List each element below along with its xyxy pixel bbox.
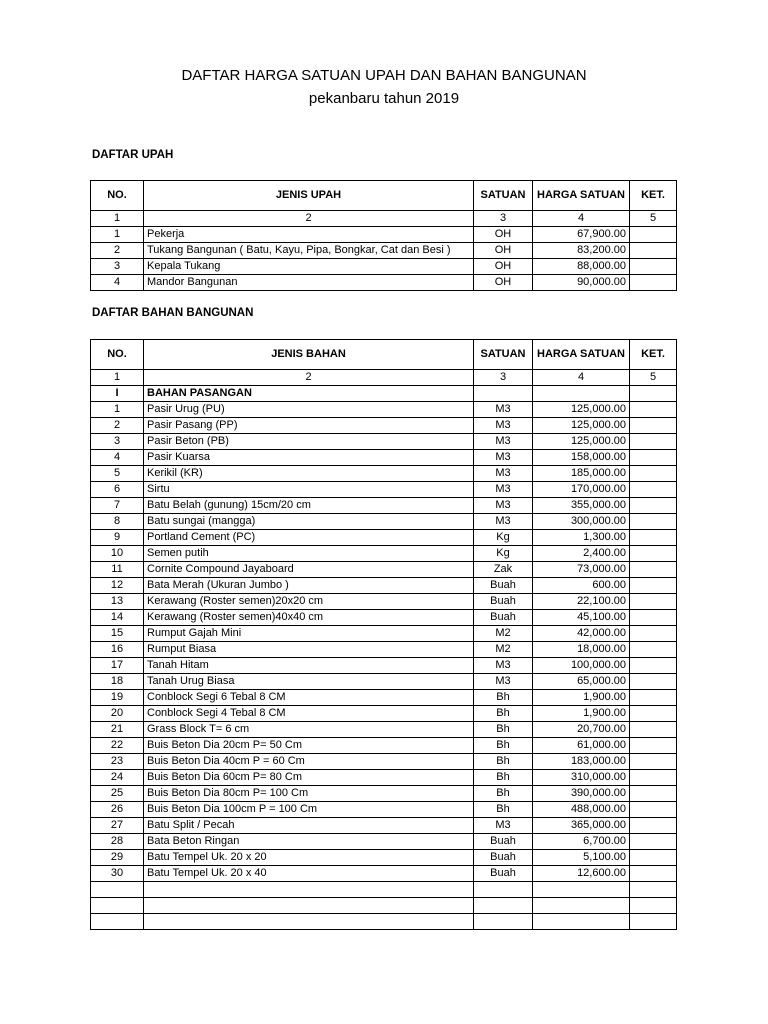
row-no: 7 <box>91 498 144 514</box>
row-harga: 5,100.00 <box>533 850 630 866</box>
row-satuan: Buah <box>474 610 533 626</box>
bahan-table-body <box>91 370 677 930</box>
row-ket <box>630 834 677 850</box>
row-harga: 300,000.00 <box>533 514 630 530</box>
row-jenis: Kepala Tukang <box>144 259 474 275</box>
row-ket <box>630 754 677 770</box>
row-harga: 1,900.00 <box>533 706 630 722</box>
row-no: 23 <box>91 754 144 770</box>
row-jenis: Tukang Bangunan ( Batu, Kayu, Pipa, Bongkar, Cat dan Besi ) <box>144 243 474 259</box>
row-harga: 365,000.00 <box>533 818 630 834</box>
row-jenis: Portland Cement (PC) <box>144 530 474 546</box>
col-header-no: NO. <box>91 181 144 211</box>
table-row <box>91 658 677 674</box>
row-ket <box>630 243 677 259</box>
table-row <box>91 690 677 706</box>
table-row <box>91 450 677 466</box>
row-no: 1 <box>91 402 144 418</box>
row-satuan: Bh <box>474 706 533 722</box>
row-ket <box>630 402 677 418</box>
row-harga <box>533 898 630 914</box>
row-jenis: Tanah Urug Biasa <box>144 674 474 690</box>
row-satuan: M3 <box>474 450 533 466</box>
row-no <box>91 882 144 898</box>
row-ket <box>630 866 677 882</box>
table-row <box>91 434 677 450</box>
row-ket <box>630 610 677 626</box>
row-jenis: Batu sungai (mangga) <box>144 514 474 530</box>
row-harga: 170,000.00 <box>533 482 630 498</box>
col-header-jenis: JENIS BAHAN <box>144 340 474 370</box>
row-ket <box>630 434 677 450</box>
table-row <box>91 514 677 530</box>
row-harga: 61,000.00 <box>533 738 630 754</box>
row-no: 30 <box>91 866 144 882</box>
index-cell: 2 <box>144 211 474 227</box>
col-header-satuan: SATUAN <box>474 181 533 211</box>
index-cell: 1 <box>91 211 144 227</box>
table-row <box>91 227 677 243</box>
table-row <box>91 626 677 642</box>
row-ket <box>630 706 677 722</box>
row-harga: 65,000.00 <box>533 674 630 690</box>
table-row <box>91 882 677 898</box>
row-satuan <box>474 898 533 914</box>
row-no: 16 <box>91 642 144 658</box>
row-harga: 600.00 <box>533 578 630 594</box>
group-row <box>91 386 677 402</box>
row-harga: 390,000.00 <box>533 786 630 802</box>
table-row <box>91 482 677 498</box>
row-no: 28 <box>91 834 144 850</box>
row-jenis: Batu Tempel Uk. 20 x 20 <box>144 850 474 866</box>
row-jenis: Semen putih <box>144 546 474 562</box>
row-ket <box>630 530 677 546</box>
table-row <box>91 402 677 418</box>
row-ket <box>630 259 677 275</box>
row-jenis: Conblock Segi 4 Tebal 8 CM <box>144 706 474 722</box>
row-harga: 45,100.00 <box>533 610 630 626</box>
row-ket <box>630 802 677 818</box>
row-no: 10 <box>91 546 144 562</box>
row-satuan: M3 <box>474 514 533 530</box>
row-satuan: M3 <box>474 482 533 498</box>
table-row <box>91 866 677 882</box>
row-harga: 83,200.00 <box>533 243 630 259</box>
row-no: 3 <box>91 434 144 450</box>
row-no: 5 <box>91 466 144 482</box>
col-header-ket: KET. <box>630 181 677 211</box>
row-satuan: Bh <box>474 802 533 818</box>
row-ket <box>630 674 677 690</box>
row-no: 2 <box>91 418 144 434</box>
row-satuan: M3 <box>474 818 533 834</box>
table-row <box>91 802 677 818</box>
row-jenis: Pasir Urug (PU) <box>144 402 474 418</box>
row-satuan: M3 <box>474 466 533 482</box>
row-jenis: Kerawang (Roster semen)40x40 cm <box>144 610 474 626</box>
row-satuan <box>474 914 533 930</box>
row-ket <box>630 818 677 834</box>
row-harga: 183,000.00 <box>533 754 630 770</box>
row-satuan: Zak <box>474 562 533 578</box>
row-jenis <box>144 898 474 914</box>
row-ket <box>630 418 677 434</box>
row-harga: 88,000.00 <box>533 259 630 275</box>
row-jenis: Buis Beton Dia 40cm P = 60 Cm <box>144 754 474 770</box>
bahan-section-title: DAFTAR BAHAN BANGUNAN <box>92 307 254 319</box>
table-row <box>91 418 677 434</box>
index-row <box>91 211 677 227</box>
row-harga: 42,000.00 <box>533 626 630 642</box>
row-harga: 20,700.00 <box>533 722 630 738</box>
row-satuan: Kg <box>474 546 533 562</box>
row-satuan <box>474 882 533 898</box>
index-cell: 5 <box>630 211 677 227</box>
row-jenis: Pasir Beton (PB) <box>144 434 474 450</box>
row-ket <box>630 562 677 578</box>
row-harga: 125,000.00 <box>533 418 630 434</box>
row-jenis: Bata Merah (Ukuran Jumbo ) <box>144 578 474 594</box>
table-row <box>91 546 677 562</box>
row-satuan: M3 <box>474 418 533 434</box>
index-cell: 2 <box>144 370 474 386</box>
group-number: I <box>91 386 144 402</box>
table-row <box>91 818 677 834</box>
index-cell: 3 <box>474 370 533 386</box>
row-no <box>91 898 144 914</box>
upah-table <box>90 180 677 291</box>
bahan-header-row <box>91 340 677 370</box>
row-satuan: OH <box>474 275 533 291</box>
row-satuan: OH <box>474 259 533 275</box>
table-row <box>91 275 677 291</box>
upah-table-body <box>91 211 677 291</box>
row-satuan: Buah <box>474 834 533 850</box>
row-jenis: Mandor Bangunan <box>144 275 474 291</box>
row-harga: 125,000.00 <box>533 434 630 450</box>
row-ket <box>630 514 677 530</box>
row-satuan: Bh <box>474 770 533 786</box>
row-jenis: Pasir Pasang (PP) <box>144 418 474 434</box>
index-cell: 3 <box>474 211 533 227</box>
row-no: 14 <box>91 610 144 626</box>
row-no: 18 <box>91 674 144 690</box>
row-jenis: Batu Split / Pecah <box>144 818 474 834</box>
row-ket <box>630 594 677 610</box>
row-jenis: Buis Beton Dia 100cm P = 100 Cm <box>144 802 474 818</box>
row-jenis: Cornite Compound Jayaboard <box>144 562 474 578</box>
row-harga: 6,700.00 <box>533 834 630 850</box>
row-satuan: OH <box>474 227 533 243</box>
row-harga: 90,000.00 <box>533 275 630 291</box>
row-satuan: Bh <box>474 738 533 754</box>
table-row <box>91 674 677 690</box>
table-row <box>91 562 677 578</box>
index-cell: 5 <box>630 370 677 386</box>
row-ket <box>630 690 677 706</box>
row-jenis: Tanah Hitam <box>144 658 474 674</box>
row-jenis: Buis Beton Dia 20cm P= 50 Cm <box>144 738 474 754</box>
row-harga: 12,600.00 <box>533 866 630 882</box>
row-ket <box>630 722 677 738</box>
row-harga: 158,000.00 <box>533 450 630 466</box>
col-header-ket: KET. <box>630 340 677 370</box>
row-satuan: M3 <box>474 658 533 674</box>
row-ket <box>630 626 677 642</box>
row-no: 11 <box>91 562 144 578</box>
row-harga: 1,900.00 <box>533 690 630 706</box>
table-row <box>91 642 677 658</box>
row-jenis: Conblock Segi 6 Tebal 8 CM <box>144 690 474 706</box>
row-no: 12 <box>91 578 144 594</box>
row-no: 4 <box>91 450 144 466</box>
row-no: 13 <box>91 594 144 610</box>
table-row <box>91 722 677 738</box>
table-row <box>91 914 677 930</box>
row-ket <box>630 498 677 514</box>
table-row <box>91 530 677 546</box>
row-ket <box>630 546 677 562</box>
table-row <box>91 786 677 802</box>
row-harga: 355,000.00 <box>533 498 630 514</box>
row-satuan: Bh <box>474 786 533 802</box>
row-no: 6 <box>91 482 144 498</box>
row-ket <box>630 227 677 243</box>
row-jenis: Kerawang (Roster semen)20x20 cm <box>144 594 474 610</box>
row-harga: 185,000.00 <box>533 466 630 482</box>
row-harga: 22,100.00 <box>533 594 630 610</box>
row-ket <box>630 850 677 866</box>
index-cell: 4 <box>533 370 630 386</box>
row-no: 26 <box>91 802 144 818</box>
row-no: 27 <box>91 818 144 834</box>
row-no: 24 <box>91 770 144 786</box>
row-ket <box>630 275 677 291</box>
row-no: 9 <box>91 530 144 546</box>
row-jenis: Batu Tempel Uk. 20 x 40 <box>144 866 474 882</box>
row-satuan: Kg <box>474 530 533 546</box>
row-satuan: OH <box>474 243 533 259</box>
row-no <box>91 914 144 930</box>
row-satuan: Buah <box>474 578 533 594</box>
table-row <box>91 578 677 594</box>
row-jenis: Pasir Kuarsa <box>144 450 474 466</box>
document-title: DAFTAR HARGA SATUAN UPAH DAN BAHAN BANGUNAN <box>181 67 587 84</box>
row-ket <box>630 482 677 498</box>
row-satuan: M2 <box>474 642 533 658</box>
row-jenis: Sirtu <box>144 482 474 498</box>
row-harga: 488,000.00 <box>533 802 630 818</box>
col-header-satuan: SATUAN <box>474 340 533 370</box>
table-row <box>91 770 677 786</box>
row-no: 2 <box>91 243 144 259</box>
row-jenis <box>144 914 474 930</box>
row-harga: 125,000.00 <box>533 402 630 418</box>
row-ket <box>630 898 677 914</box>
row-harga: 310,000.00 <box>533 770 630 786</box>
group-name: BAHAN PASANGAN <box>144 386 474 402</box>
col-header-harga: HARGA SATUAN <box>533 181 630 211</box>
table-row <box>91 610 677 626</box>
row-jenis: Pekerja <box>144 227 474 243</box>
row-ket <box>630 578 677 594</box>
row-jenis: Buis Beton Dia 80cm P= 100 Cm <box>144 786 474 802</box>
table-row <box>91 594 677 610</box>
row-no: 21 <box>91 722 144 738</box>
row-no: 22 <box>91 738 144 754</box>
row-harga <box>533 914 630 930</box>
row-ket <box>630 450 677 466</box>
row-ket <box>630 882 677 898</box>
row-satuan: M3 <box>474 402 533 418</box>
row-harga <box>533 882 630 898</box>
table-row <box>91 243 677 259</box>
col-header-no: NO. <box>91 340 144 370</box>
row-jenis: Batu Belah (gunung) 15cm/20 cm <box>144 498 474 514</box>
table-row <box>91 898 677 914</box>
col-header-harga: HARGA SATUAN <box>533 340 630 370</box>
row-harga: 18,000.00 <box>533 642 630 658</box>
table-row <box>91 259 677 275</box>
row-no: 8 <box>91 514 144 530</box>
row-ket <box>630 786 677 802</box>
index-cell: 4 <box>533 211 630 227</box>
row-satuan: Buah <box>474 594 533 610</box>
row-no: 1 <box>91 227 144 243</box>
row-ket <box>630 770 677 786</box>
row-satuan: Bh <box>474 722 533 738</box>
row-ket <box>630 738 677 754</box>
index-cell: 1 <box>91 370 144 386</box>
table-row <box>91 706 677 722</box>
row-harga: 67,900.00 <box>533 227 630 243</box>
row-ket <box>630 658 677 674</box>
row-no: 4 <box>91 275 144 291</box>
row-no: 29 <box>91 850 144 866</box>
row-satuan: M3 <box>474 434 533 450</box>
table-row <box>91 850 677 866</box>
row-harga: 73,000.00 <box>533 562 630 578</box>
row-no: 3 <box>91 259 144 275</box>
row-satuan: Buah <box>474 866 533 882</box>
row-harga: 100,000.00 <box>533 658 630 674</box>
table-row <box>91 498 677 514</box>
upah-section-title: DAFTAR UPAH <box>92 149 174 161</box>
row-satuan: M3 <box>474 498 533 514</box>
row-no: 17 <box>91 658 144 674</box>
row-ket <box>630 466 677 482</box>
row-jenis: Buis Beton Dia 60cm P= 80 Cm <box>144 770 474 786</box>
row-no: 20 <box>91 706 144 722</box>
table-row <box>91 466 677 482</box>
row-jenis: Bata Beton Ringan <box>144 834 474 850</box>
upah-header-row <box>91 181 677 211</box>
row-jenis: Kerikil (KR) <box>144 466 474 482</box>
row-satuan: Buah <box>474 850 533 866</box>
table-row <box>91 834 677 850</box>
index-row <box>91 370 677 386</box>
row-no: 19 <box>91 690 144 706</box>
bahan-table <box>90 339 677 930</box>
row-ket <box>630 642 677 658</box>
row-no: 25 <box>91 786 144 802</box>
row-harga: 2,400.00 <box>533 546 630 562</box>
document-subtitle: pekanbaru tahun 2019 <box>308 90 460 107</box>
row-satuan: M3 <box>474 674 533 690</box>
row-jenis: Rumput Gajah Mini <box>144 626 474 642</box>
row-no: 15 <box>91 626 144 642</box>
table-row <box>91 754 677 770</box>
row-harga: 1,300.00 <box>533 530 630 546</box>
row-satuan: Bh <box>474 754 533 770</box>
table-row <box>91 738 677 754</box>
row-jenis: Rumput Biasa <box>144 642 474 658</box>
col-header-jenis: JENIS UPAH <box>144 181 474 211</box>
row-satuan: M2 <box>474 626 533 642</box>
row-jenis: Grass Block T= 6 cm <box>144 722 474 738</box>
row-satuan: Bh <box>474 690 533 706</box>
row-jenis <box>144 882 474 898</box>
row-ket <box>630 914 677 930</box>
